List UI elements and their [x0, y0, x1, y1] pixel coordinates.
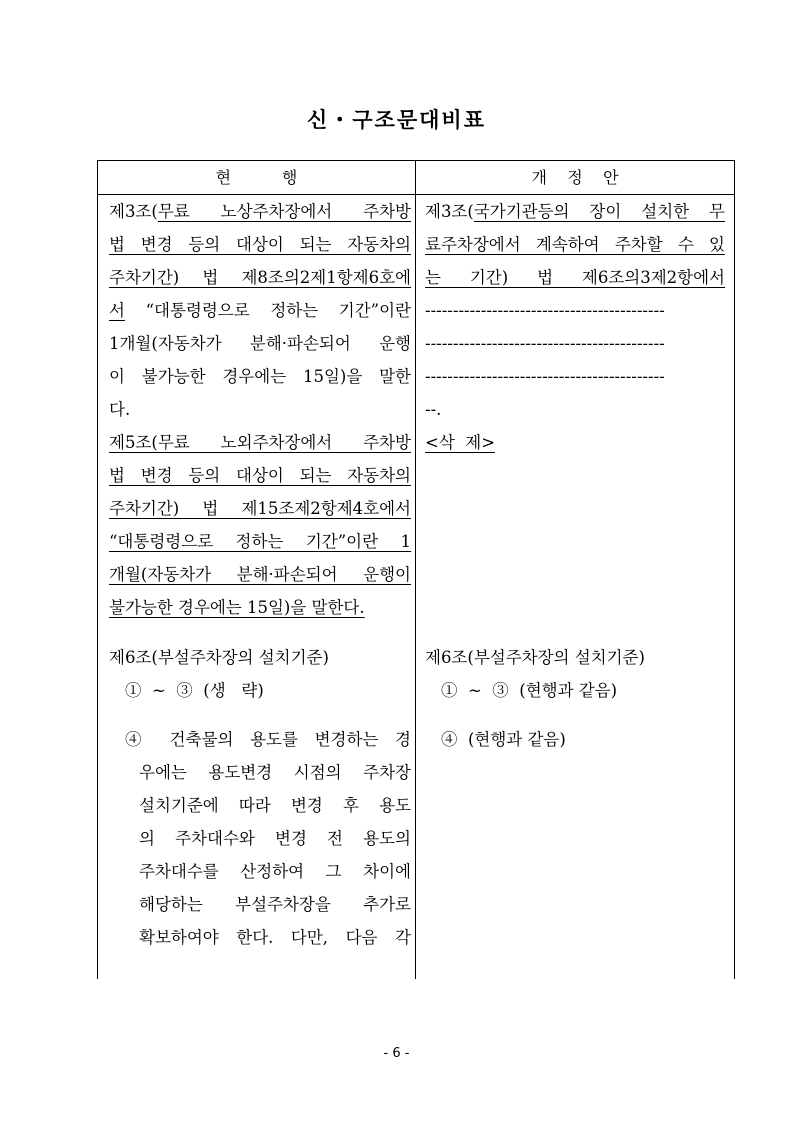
current-art3-line2: 법 변경 등의 대상이 되는 자동차의	[109, 235, 411, 254]
current-art3-line6: 이 불가능한 경우에는 15일)을 말한	[109, 367, 411, 386]
proposed-art3-line2: 료주차장에서 계속하여 주차할 수 있	[425, 235, 725, 254]
column-divider	[415, 161, 416, 979]
current-art6-item4-line1: ④ 건축물의 용도를 변경하는 경	[125, 730, 411, 749]
current-art6-item4-line5: 주차대수를 산정하여 그 차이에	[139, 862, 411, 881]
proposed-art3-line3: 는 기간) 법 제6조의3제2항에서	[425, 268, 725, 287]
spacer	[109, 624, 411, 641]
table-header-row	[98, 161, 734, 195]
proposed-art6-items-1-3: ① ~ ③ (현행과 같음)	[441, 681, 618, 700]
page-title: 신・구조문대비표	[306, 108, 486, 132]
spacer	[425, 707, 725, 723]
current-art5-line1: 제5조(무료 노외주차장에서 주차방	[109, 433, 411, 452]
current-art3-line5: 1개월(자동차가 분해·파손되어 운행	[109, 334, 411, 353]
comparison-table	[97, 160, 735, 979]
current-art3-line1: 제3조(무료 노상주차장에서 주차방	[109, 202, 411, 221]
proposed-art3-line1: 제3조(국가기관등의 장이 설치한 무	[425, 202, 725, 221]
current-art5-line2: 법 변경 등의 대상이 되는 자동차의	[109, 466, 411, 485]
spacer	[109, 707, 411, 723]
current-art5-line6: 불가능한 경우에는 15일)을 말한다.	[109, 598, 365, 617]
current-art6-item4-line4: 의 주차대수와 변경 전 용도의	[139, 829, 411, 848]
spacer	[425, 624, 725, 641]
current-art5-line3: 주차기간) 법 제15조제2항제4호에서	[109, 499, 411, 518]
current-art5-line5: 개월(자동차가 분해·파손되어 운행이	[109, 565, 411, 584]
current-art6-heading: 제6조(부설주차장의 설치기준)	[109, 648, 329, 667]
current-art6-item4-line3: 설치기준에 따라 변경 후 용도	[139, 796, 411, 815]
page-number: - 6 -	[383, 1046, 410, 1061]
proposed-art5-deleted: <삭 제>	[425, 433, 496, 452]
proposed-art6-item4: ④ (현행과 같음)	[441, 730, 566, 749]
current-column	[109, 195, 411, 954]
current-art3-line7: 다.	[109, 400, 131, 419]
proposed-art3-dash2: -------------------------------------------	[425, 334, 665, 353]
proposed-art3-dash-end: --.	[425, 400, 442, 419]
proposed-art3-dash3: -------------------------------------------	[425, 367, 665, 386]
current-art3-line4: 서 “대통령령으로 정하는 기간”이란	[109, 301, 411, 320]
current-art6-item4-line7: 확보하여야 한다. 다만, 다음 각	[139, 928, 411, 947]
proposed-art3-dash1: -------------------------------------------	[425, 301, 665, 320]
current-art6-item4-line2: 우에는 용도변경 시점의 주차장	[139, 763, 411, 782]
proposed-column	[425, 195, 725, 756]
current-art3-line3: 주차기간) 법 제8조의2제1항제6호에	[109, 268, 411, 287]
current-art5-line4: “대통령령으로 정하는 기간”이란 1	[109, 532, 411, 551]
header-proposed: 개 정 안	[531, 168, 619, 187]
current-art6-items-1-3: ① ~ ③ (생 략)	[125, 681, 264, 700]
header-current: 현 행	[215, 168, 298, 187]
current-art6-item4-line6: 해당하는 부설주차장을 추가로	[139, 895, 411, 914]
proposed-art6-heading: 제6조(부설주차장의 설치기준)	[425, 648, 645, 667]
